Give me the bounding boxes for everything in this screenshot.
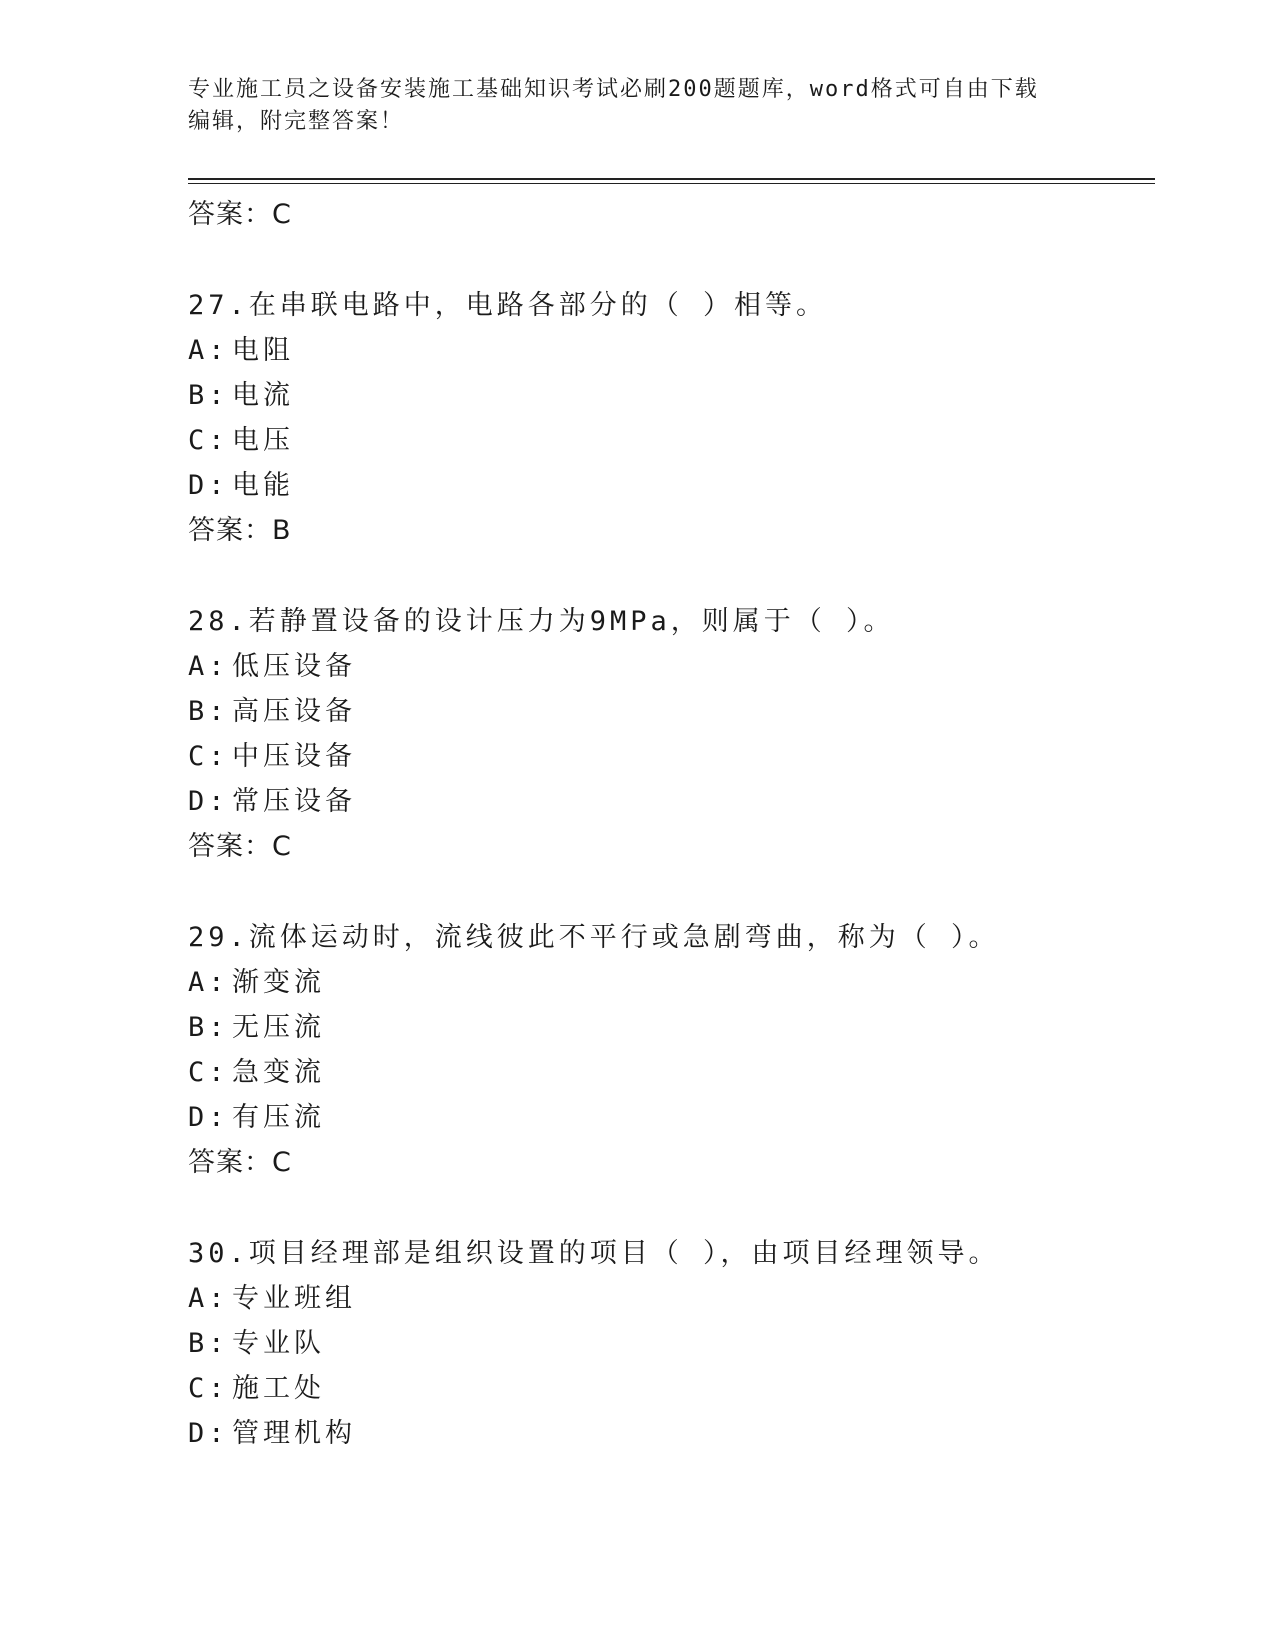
option-b [188, 1321, 1155, 1366]
question-text: 29.流体运动时，流线彼此不平行或急剧弯曲，称为（ ）。 [188, 922, 1000, 953]
option-letter: C: [188, 1057, 229, 1088]
option-text: 施工处 [232, 1373, 325, 1404]
option-text: 低压设备 [232, 651, 356, 682]
option-text: 电阻 [232, 335, 294, 366]
option-text: 渐变流 [232, 967, 325, 998]
option-d [188, 1411, 1155, 1456]
question-block [188, 599, 1155, 869]
option-b [188, 373, 1155, 418]
option-text: 电能 [232, 470, 294, 501]
option-letter: C: [188, 1373, 229, 1404]
option-a [188, 1276, 1155, 1321]
question-list [188, 192, 1155, 1456]
header-line-2: 编辑，附完整答案！ [188, 109, 405, 134]
option-text: 电流 [232, 380, 294, 411]
question-text: 27.在串联电路中，电路各部分的（ ）相等。 [188, 290, 828, 321]
option-letter: B: [188, 1012, 229, 1043]
answer-line: 答案：C [188, 199, 292, 230]
document-header [188, 74, 1088, 138]
answer-line: 答案：C [188, 831, 292, 862]
option-d [188, 463, 1155, 508]
answer-line: 答案：C [188, 1147, 292, 1178]
option-letter: D: [188, 470, 229, 501]
option-a [188, 644, 1155, 689]
option-letter: B: [188, 380, 229, 411]
header-line-1: 专业施工员之设备安装施工基础知识考试必刷200题题库，word格式可自由下载 [188, 77, 1039, 102]
option-d [188, 779, 1155, 824]
option-letter: D: [188, 1418, 229, 1449]
option-c [188, 418, 1155, 463]
option-a [188, 960, 1155, 1005]
option-text: 高压设备 [232, 696, 356, 727]
option-letter: B: [188, 696, 229, 727]
option-text: 有压流 [232, 1102, 325, 1133]
option-b [188, 689, 1155, 734]
option-b [188, 1005, 1155, 1050]
option-letter: D: [188, 786, 229, 817]
option-text: 电压 [232, 425, 294, 456]
question-block [188, 283, 1155, 553]
option-text: 急变流 [232, 1057, 325, 1088]
question-text: 28.若静置设备的设计压力为9MPa，则属于（ ）。 [188, 606, 895, 637]
option-a [188, 328, 1155, 373]
option-letter: C: [188, 425, 229, 456]
option-text: 管理机构 [232, 1418, 356, 1449]
option-letter: D: [188, 1102, 229, 1133]
option-text: 中压设备 [232, 741, 356, 772]
header-divider-thin [188, 183, 1155, 184]
question-block [188, 1231, 1155, 1456]
option-text: 专业班组 [232, 1283, 356, 1314]
question-block [188, 915, 1155, 1185]
option-text: 专业队 [232, 1328, 325, 1359]
option-d [188, 1095, 1155, 1140]
option-letter: C: [188, 741, 229, 772]
option-letter: A: [188, 1283, 229, 1314]
option-c [188, 734, 1155, 779]
option-letter: A: [188, 335, 229, 366]
option-c [188, 1366, 1155, 1411]
option-text: 常压设备 [232, 786, 356, 817]
option-c [188, 1050, 1155, 1095]
option-letter: B: [188, 1328, 229, 1359]
option-text: 无压流 [232, 1012, 325, 1043]
question-text: 30.项目经理部是组织设置的项目（ ），由项目经理领导。 [188, 1238, 1000, 1269]
option-letter: A: [188, 651, 229, 682]
option-letter: A: [188, 967, 229, 998]
header-divider-thick [188, 178, 1155, 180]
answer-line: 答案：B [188, 515, 292, 546]
